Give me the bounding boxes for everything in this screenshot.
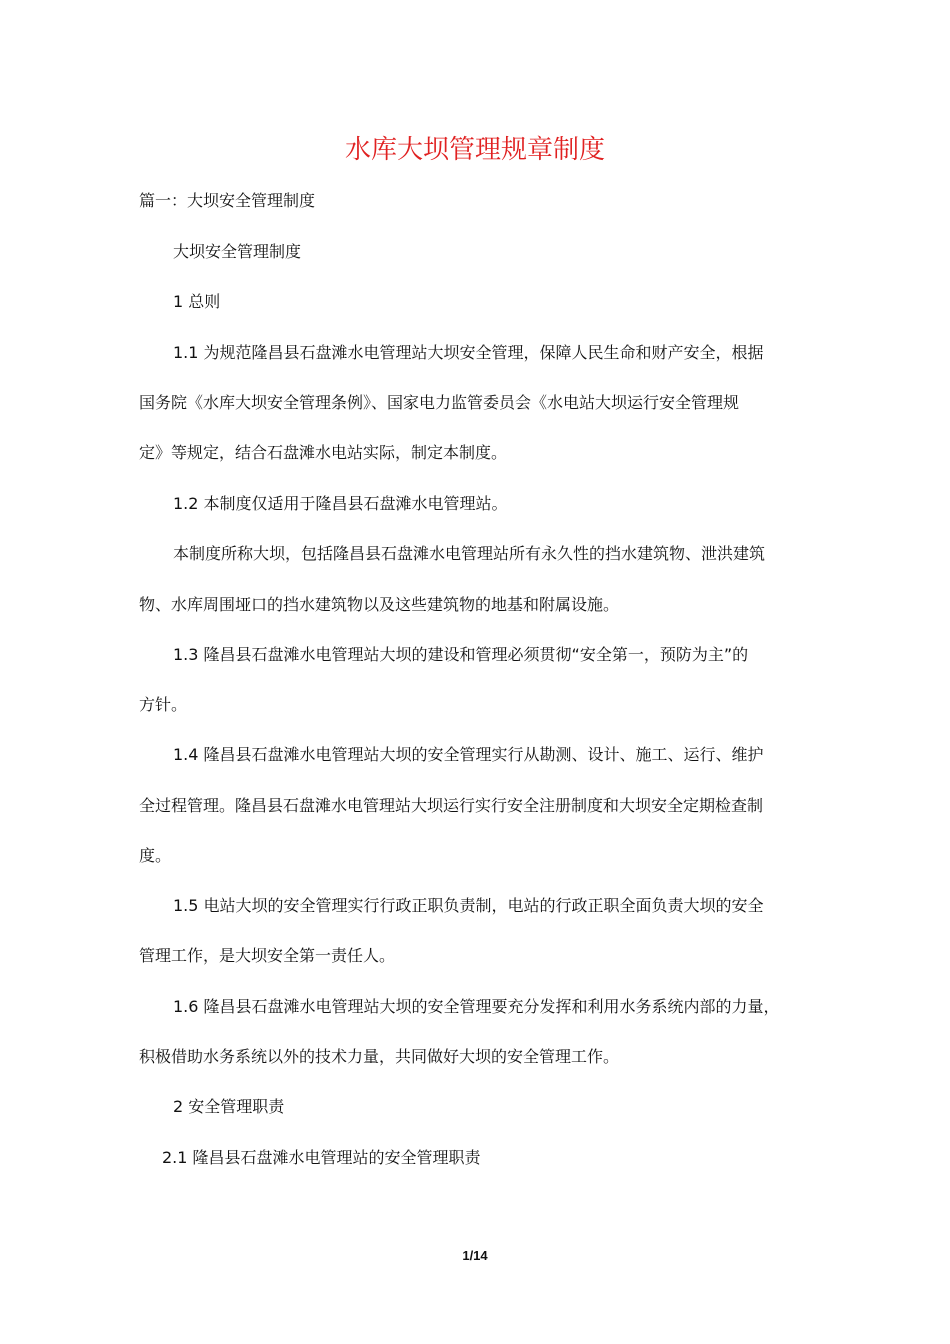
paragraph-line: 1.5 电站大坝的安全管理实行行政正职负责制，电站的行政正职全面负责大坝的安全 <box>173 896 764 915</box>
paragraph-line: 1.6 隆昌县石盘滩水电管理站大坝的安全管理要充分发挥和利用水务系统内部的力量， <box>173 997 780 1016</box>
paragraph-line: 管理工作，是大坝安全第一责任人。 <box>139 946 396 965</box>
paragraph-line: 2.1 隆昌县石盘滩水电管理站的安全管理职责 <box>162 1148 481 1167</box>
paragraph-line: 国务院《水库大坝安全管理条例》、国家电力监管委员会《水电站大坝运行安全管理规 <box>139 393 740 412</box>
paragraph-line: 积极借助水务系统以外的技术力量，共同做好大坝的安全管理工作。 <box>139 1047 620 1066</box>
subsection-title: 大坝安全管理制度 <box>173 242 302 261</box>
paragraph-line: 本制度所称大坝，包括隆昌县石盘滩水电管理站所有永久性的挡水建筑物、泄洪建筑 <box>173 544 766 563</box>
paragraph-line: 全过程管理。隆昌县石盘滩水电管理站大坝运行实行安全注册制度和大坝安全定期检查制 <box>139 796 764 815</box>
section-heading: 篇一：大坝安全管理制度 <box>139 191 316 210</box>
paragraph-line: 物、水库周围垭口的挡水建筑物以及这些建筑物的地基和附属设施。 <box>139 595 620 614</box>
paragraph-line: 方针。 <box>139 695 188 714</box>
paragraph-line: 定》等规定，结合石盘滩水电站实际，制定本制度。 <box>139 443 508 462</box>
document-title: 水库大坝管理规章制度 <box>344 135 605 165</box>
paragraph-line: 1.1 为规范隆昌县石盘滩水电管理站大坝安全管理，保障人民生命和财产安全，根据 <box>173 343 764 362</box>
paragraph-line: 1.2 本制度仅适用于隆昌县石盘滩水电管理站。 <box>173 494 508 513</box>
paragraph-line: 1.4 隆昌县石盘滩水电管理站大坝的安全管理实行从勘测、设计、施工、运行、维护 <box>173 745 764 764</box>
paragraph-line: 度。 <box>139 846 172 865</box>
chapter-heading: 1 总则 <box>173 292 221 311</box>
paragraph-line: 1.3 隆昌县石盘滩水电管理站大坝的建设和管理必须贯彻“安全第一，预防为主”的 <box>173 645 749 664</box>
page-number: 1/14 <box>462 1248 488 1263</box>
chapter-heading: 2 安全管理职责 <box>173 1097 285 1116</box>
